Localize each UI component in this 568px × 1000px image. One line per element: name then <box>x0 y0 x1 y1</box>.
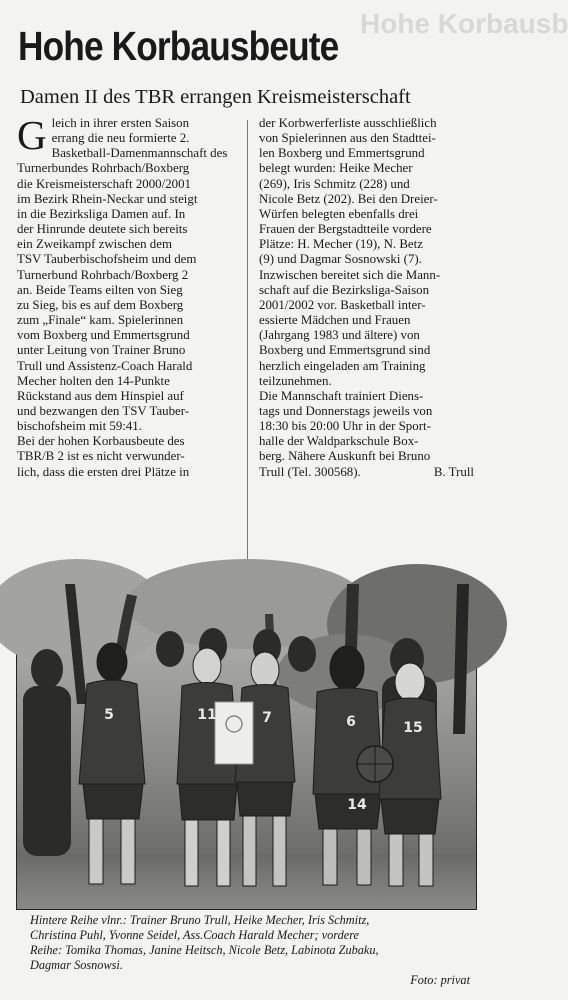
left-column-text <box>17 112 233 480</box>
jersey-number: 15 <box>403 720 423 736</box>
article-column-left <box>17 112 233 480</box>
article-line: an. Beide Teams eilten von Sieg <box>17 282 183 297</box>
article-line: zu Sieg, bis es auf dem Boxberg <box>17 297 184 312</box>
article-line: Frauen der Bergstadtteile vordere <box>259 222 432 237</box>
article-line: von Spielerinnen aus den Stadttei- <box>259 131 436 146</box>
article-line: Boxberg und Emmertsgrund sind <box>259 343 431 358</box>
signature-line <box>259 465 474 480</box>
article-line: schaft auf die Bezirksliga-Saison <box>259 282 430 297</box>
article-line: der Hinrunde deutete sich bereits <box>17 222 188 237</box>
team-photo-graphic <box>17 584 476 909</box>
article-line: berg. Nähere Auskunft bei Bruno <box>259 449 431 464</box>
article-line: Basketball-Damenmannschaft des <box>51 146 228 161</box>
photo-caption <box>30 913 470 988</box>
subheadline: Damen II des TBR errangen Kreismeisterschaft <box>20 86 411 108</box>
article-line: der Korbwerferliste ausschließlich <box>259 116 437 130</box>
bleed-through-text: Hohe Korbausb <box>360 8 568 39</box>
caption-line: Hintere Reihe vlnr.: Trainer Bruno Trull, Heike Mecher, Iris Schmitz, <box>30 913 370 927</box>
article-line: len Boxberg und Emmertsgrund <box>259 146 425 161</box>
article-line: Turnerbund Rohrbach/Boxberg 2 <box>17 267 189 282</box>
article-line: herzlich eingeladen am Training <box>259 358 426 373</box>
article-line: in die Bezirksliga Damen auf. In <box>17 206 186 221</box>
caption-text <box>30 913 470 973</box>
jersey-number: 14 <box>347 797 367 813</box>
caption-line: Christina Puhl, Yvonne Seidel, Ass.Coach Harald Mecher; vordere <box>30 928 360 942</box>
article-line: Nicole Betz (202). Bei den Dreier- <box>259 191 438 206</box>
article-line: 2001/2002 vor. Basketball inter- <box>259 297 426 312</box>
headline: Hohe Korbausbeute <box>18 23 339 69</box>
article-line: leich in ihrer ersten Saison <box>51 116 190 130</box>
article-line: belegt wurden: Heike Mecher <box>259 161 413 176</box>
article-line: Plätze: H. Mecher (19), N. Betz <box>259 237 423 252</box>
jersey-number: 5 <box>104 707 114 723</box>
article-line: die Kreismeisterschaft 2000/2001 <box>17 176 191 191</box>
author-signature: B. Trull <box>433 464 474 479</box>
article-line: TSV Tauberbischofsheim und dem <box>17 252 197 267</box>
caption-line: Dagmar Sosnowsi. <box>30 958 123 972</box>
article-line: (9) und Dagmar Sosnowski (7). <box>259 252 422 267</box>
article-line: Bei der hohen Korbausbeute des <box>17 434 185 449</box>
column-divider <box>247 120 248 580</box>
article-line: tags und Donnerstags jeweils von <box>259 403 433 418</box>
article-line: ein Zweikampf zwischen dem <box>17 237 172 252</box>
article-line: essierte Mädchen und Frauen <box>259 313 411 328</box>
article-line: errang die neu formierte 2. <box>51 131 190 146</box>
jersey-number: 7 <box>262 710 272 726</box>
article-line: bischofsheim mit 59:41. <box>17 419 142 434</box>
photo-credit: Foto: privat <box>410 973 470 987</box>
certificate <box>215 702 253 764</box>
team-photo <box>16 583 477 910</box>
article-line: teilzunehmen. <box>259 373 332 388</box>
article-line: Würfen belegten ebenfalls drei <box>259 206 419 221</box>
article-line: und bezwangen den TSV Tauber- <box>17 403 190 418</box>
article-line: Trull und Assistenz-Coach Harald <box>17 358 193 373</box>
right-column-text <box>259 116 474 465</box>
article-line: Rückstand aus dem Hinspiel auf <box>17 388 184 403</box>
jersey-number: 6 <box>346 714 356 730</box>
article-line: Turnerbundes Rohrbach/Boxberg <box>17 161 190 176</box>
last-line: Trull (Tel. 300568). <box>259 464 361 479</box>
article-line: vom Boxberg und Emmertsgrund <box>17 328 190 343</box>
caption-line: Reihe: Tomika Thomas, Janine Heitsch, Nicole Betz, Labinota Zubaku, <box>30 943 379 957</box>
article-line: Mecher holten den 14-Punkte <box>17 373 170 388</box>
article-line: zum „Finale“ kam. Spielerinnen <box>17 313 184 328</box>
drop-cap: G <box>17 112 47 158</box>
article-line: Die Mannschaft trainiert Diens- <box>259 388 424 403</box>
article-line: Inzwischen bereitet sich die Mann- <box>259 267 441 282</box>
article-line: (269), Iris Schmitz (228) und <box>259 176 410 191</box>
article-line: halle der Waldparkschule Box- <box>259 434 419 449</box>
article-line: TBR/B 2 ist es nicht verwunder- <box>17 449 185 464</box>
article-line: unter Leitung von Trainer Bruno <box>17 343 186 358</box>
article-column-right <box>259 116 474 480</box>
article-line: lich, dass die ersten drei Plätze in <box>17 464 190 479</box>
article-line: im Bezirk Rhein-Neckar und steigt <box>17 191 198 206</box>
article-line: 18:30 bis 20:00 Uhr in der Sport- <box>259 419 431 434</box>
jersey-number: 11 <box>197 707 217 723</box>
article-line: (Jahrgang 1983 und ältere) von <box>259 328 420 343</box>
